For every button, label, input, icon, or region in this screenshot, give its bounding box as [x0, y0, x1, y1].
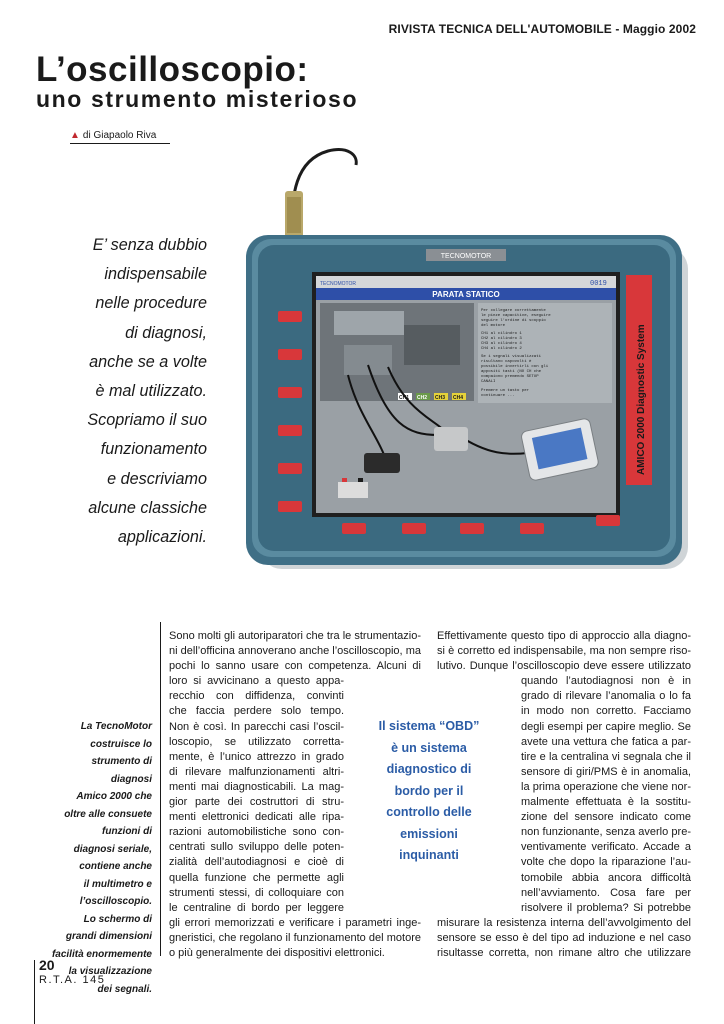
text-line: o più generalmente dei dispositivi elettronici.: [169, 946, 385, 959]
caption-line: grandi dimensioni: [65, 931, 152, 942]
text-line: volte che dopo la riparazione l’au-: [521, 856, 691, 869]
text-line: menti mai diagnosticabili. La mag-: [169, 780, 344, 793]
amico-2000-device-photo: [238, 135, 690, 575]
battery-terminal: [342, 478, 347, 482]
caption-line: strumento di: [91, 756, 152, 767]
text-line: Sono molti gli autoriparatori che tra le strumentazio-: [169, 630, 421, 642]
caption-line: l’oscilloscopio.: [79, 896, 152, 907]
bottom-button: [342, 523, 366, 534]
battery-icon: [338, 482, 368, 498]
screen-title: PARATA STATICO: [432, 290, 500, 299]
brand-panel-label: AMICO 2000 Diagnostic System: [636, 324, 647, 475]
text-line: sensore di giri/PMS è in anomalia,: [521, 765, 691, 778]
photo-caption: [34, 718, 152, 998]
text-line: gli errori memorizzati e verificare i parametri inge-: [169, 916, 421, 929]
text-line: si è corretto ed indispensabile, ma non sempre riso-: [437, 645, 691, 658]
text-line: di rilevare malfunzionamenti altri-: [169, 765, 344, 778]
lead-line: e descriviamo: [107, 469, 207, 488]
screen-text-line: Per collegare correttamente: [481, 309, 546, 313]
lead-line: è mal utilizzato.: [95, 382, 207, 401]
column-rule: [160, 622, 161, 956]
screen-text-line: CH2 al cilindro 3: [481, 337, 522, 341]
battery-terminal: [358, 478, 363, 482]
article-subtitle: uno strumento misterioso: [36, 86, 359, 112]
side-button-left: [278, 387, 302, 398]
screen-text-line: CH4 al cilindro 2: [481, 347, 522, 351]
bottom-button: [402, 523, 426, 534]
text-line: risultasse corretta, non rimane altro che utilizzare: [437, 946, 691, 959]
text-line: loscopio, se utilizzato corretta-: [169, 735, 344, 748]
footer-rule: [34, 960, 35, 1024]
lead-line: funzionamento: [100, 440, 207, 459]
pull-quote: [362, 716, 496, 867]
text-line: grado di rilevare l’anomalia o lo fa: [521, 690, 691, 703]
side-button-left: [278, 349, 302, 360]
byline-text: di Giapaolo Riva: [82, 130, 157, 141]
probe-label: CH1: [399, 395, 410, 401]
text-line: ni dell’officina annoverano anche l’oscilloscopio, ma: [169, 645, 421, 658]
caption-line: costruisce lo: [90, 738, 152, 750]
text-line: ventivamente verificato. Accade a: [521, 841, 691, 854]
lead-line: di diagnosi,: [125, 323, 207, 342]
screen-text-line: Premere un tasto per: [481, 389, 530, 393]
text-line: risolvere il problema? Si potrebbe: [521, 901, 691, 914]
text-line: tire e la centralina vi segnala che il: [521, 750, 691, 763]
caption-line: facilità enormemente: [51, 948, 152, 960]
lead-line: Scopriamo il suo: [87, 411, 207, 430]
engine-block: [334, 311, 404, 335]
engine-part-2: [344, 345, 392, 375]
pull-quote-line: bordo per il: [394, 783, 464, 798]
text-line: recchio con diffidenza, convinti: [169, 690, 344, 703]
pull-quote-line: Il sistema “OBD”: [378, 719, 480, 733]
caption-line: diagnosi: [110, 773, 152, 785]
lead-line: anche se a volte: [89, 352, 207, 371]
text-line: gneristici, che regolano il funzionamento del motore: [169, 931, 421, 944]
text-line: malmente effettuata è la sostitu-: [521, 796, 691, 809]
side-button-left: [278, 501, 302, 512]
page-number: 20: [39, 957, 55, 973]
text-line: avete una vettura che fatica a par-: [521, 735, 691, 748]
text-line: razioni automobilistiche sono con-: [169, 826, 344, 839]
screen-text-line: CH3 al cilindro 4: [481, 342, 522, 346]
pull-quote-line: diagnostico di: [386, 762, 472, 776]
engine-part: [404, 325, 460, 365]
caption-line: La TecnoMotor: [80, 721, 152, 732]
top-badge-text: TECNOMOTOR: [440, 253, 492, 260]
text-line: che faccia perdere solo tempo.: [169, 705, 344, 718]
adapter-box: [434, 427, 468, 451]
probe-label: CH3: [435, 395, 446, 401]
screen-brand: TECNOMOTOR: [320, 281, 357, 287]
text-line: lutivo. Dunque l’oscilloscopio deve essere utilizzato: [437, 660, 691, 673]
text-line: zione del sensore indicato come: [521, 811, 691, 824]
text-line: mente, è l’unico attrezzo in grado: [169, 750, 344, 763]
screen-text-line: risultano capovolti è: [481, 360, 532, 364]
screen-info-panel: [478, 303, 612, 403]
screen-text-line: seguire l'ordine di scoppio: [481, 319, 546, 323]
side-button-left: [278, 463, 302, 474]
screen-text-line: appositi tasti (NO CH che: [481, 370, 542, 374]
caption-line: diagnosi seriale,: [73, 843, 152, 855]
caption-line: contiene anche: [79, 861, 152, 872]
caption-line: dei segnali.: [97, 983, 152, 995]
text-line: gior parte dei costruttori di stru-: [169, 796, 344, 809]
text-line: loro si avvicinano a questo appa-: [169, 675, 344, 688]
caption-line: funzioni di: [102, 826, 152, 837]
text-line: quella funzione che permette agli: [169, 871, 344, 884]
text-line: strumenti stessi, di colloquiare con: [169, 886, 344, 899]
text-line: misurare la resistenza interna dell’avvolgimento del: [437, 916, 691, 929]
pull-quote-line: inquinanti: [399, 848, 459, 862]
screen-text-line: le pinze capacitive, eseguire: [481, 314, 551, 318]
lead-line: nelle procedure: [95, 294, 207, 313]
caption-line: Amico 2000 che: [76, 791, 152, 802]
pull-quote-line: emissioni: [400, 826, 458, 841]
caption-line: oltre alle consuete: [64, 808, 152, 820]
text-line: tomobile abbia ancora difficoltà: [521, 871, 691, 884]
running-header: RIVISTA TECNICA DELL'AUTOMOBILE - Maggio 2002: [388, 22, 696, 36]
bottom-button-right: [596, 515, 620, 526]
text-line: menti elettronici dedicati alle ripa-: [169, 811, 344, 824]
text-line: Effettivamente questo tipo di approccio alla diagno-: [437, 630, 691, 642]
side-button-left: [278, 425, 302, 436]
probe-label: CH4: [453, 395, 464, 401]
screen-text-line: del motore: [481, 324, 506, 328]
caption-line: Lo schermo di: [83, 913, 152, 925]
screen-text-line: Se i segnali visualizzati: [481, 355, 542, 359]
pull-quote-line: controllo delle: [386, 805, 472, 819]
lead-paragraph: [40, 231, 207, 552]
probe-label: CH2: [417, 395, 428, 401]
text-line: quando l’autodiagnosi non è in: [521, 675, 691, 688]
screen-text-line: possibile invertirli con gli: [481, 365, 549, 369]
lead-line: alcune classiche: [88, 498, 207, 517]
screen-text-line: compaiono premendo SETUP: [481, 375, 539, 379]
text-line: Non è così. In parecchi casi l’oscil-: [169, 720, 344, 733]
journal-issue: R.T.A. 145: [39, 974, 106, 986]
text-line: pochi lo sanno usare con competenza. Alcuni di: [169, 660, 421, 673]
screen-code: 0019: [590, 280, 607, 288]
pull-quote-line: è un sistema: [391, 740, 467, 755]
side-button-left: [278, 311, 302, 322]
article-title: L’oscilloscopio:: [36, 50, 309, 89]
probe-box: [364, 453, 400, 473]
text-line: sensore se esso è del tipo ad induzione e nel caso: [437, 931, 691, 944]
text-line: in modo non corretto. Facciamo: [521, 705, 691, 718]
screen-text-line: CH1 al cilindro 1: [481, 332, 522, 336]
text-line: centrati sullo sviluppo delle poten-: [169, 841, 344, 854]
bottom-button: [520, 523, 544, 534]
screen-text-line: continuare ...: [481, 394, 515, 398]
screen-menubar: [316, 276, 616, 288]
screen-text-line: CANALI: [481, 380, 496, 384]
text-line: le centraline di bordo per leggere: [169, 901, 344, 914]
lead-line: indispensabile: [104, 265, 207, 284]
lead-line: applicazioni.: [117, 528, 207, 547]
text-line: degli esempi per capire meglio. Se: [521, 720, 691, 733]
connector-ridges: [287, 197, 301, 233]
lead-line: E’ senza dubbio: [92, 236, 207, 254]
text-line: la prima operazione che viene nor-: [521, 780, 691, 793]
caption-line: il multimetro e: [83, 878, 152, 890]
triangle-icon: ▲: [70, 130, 80, 141]
text-line: zialità dell’autodiagnosi e cioè di: [169, 856, 344, 869]
caption-line: la visualizzazione: [68, 966, 152, 977]
text-line: non funzionante, senza averlo pre-: [521, 826, 691, 839]
text-line: nell’avviamento. Cosa fare per: [521, 886, 691, 899]
byline: [70, 130, 170, 144]
bottom-button: [460, 523, 484, 534]
